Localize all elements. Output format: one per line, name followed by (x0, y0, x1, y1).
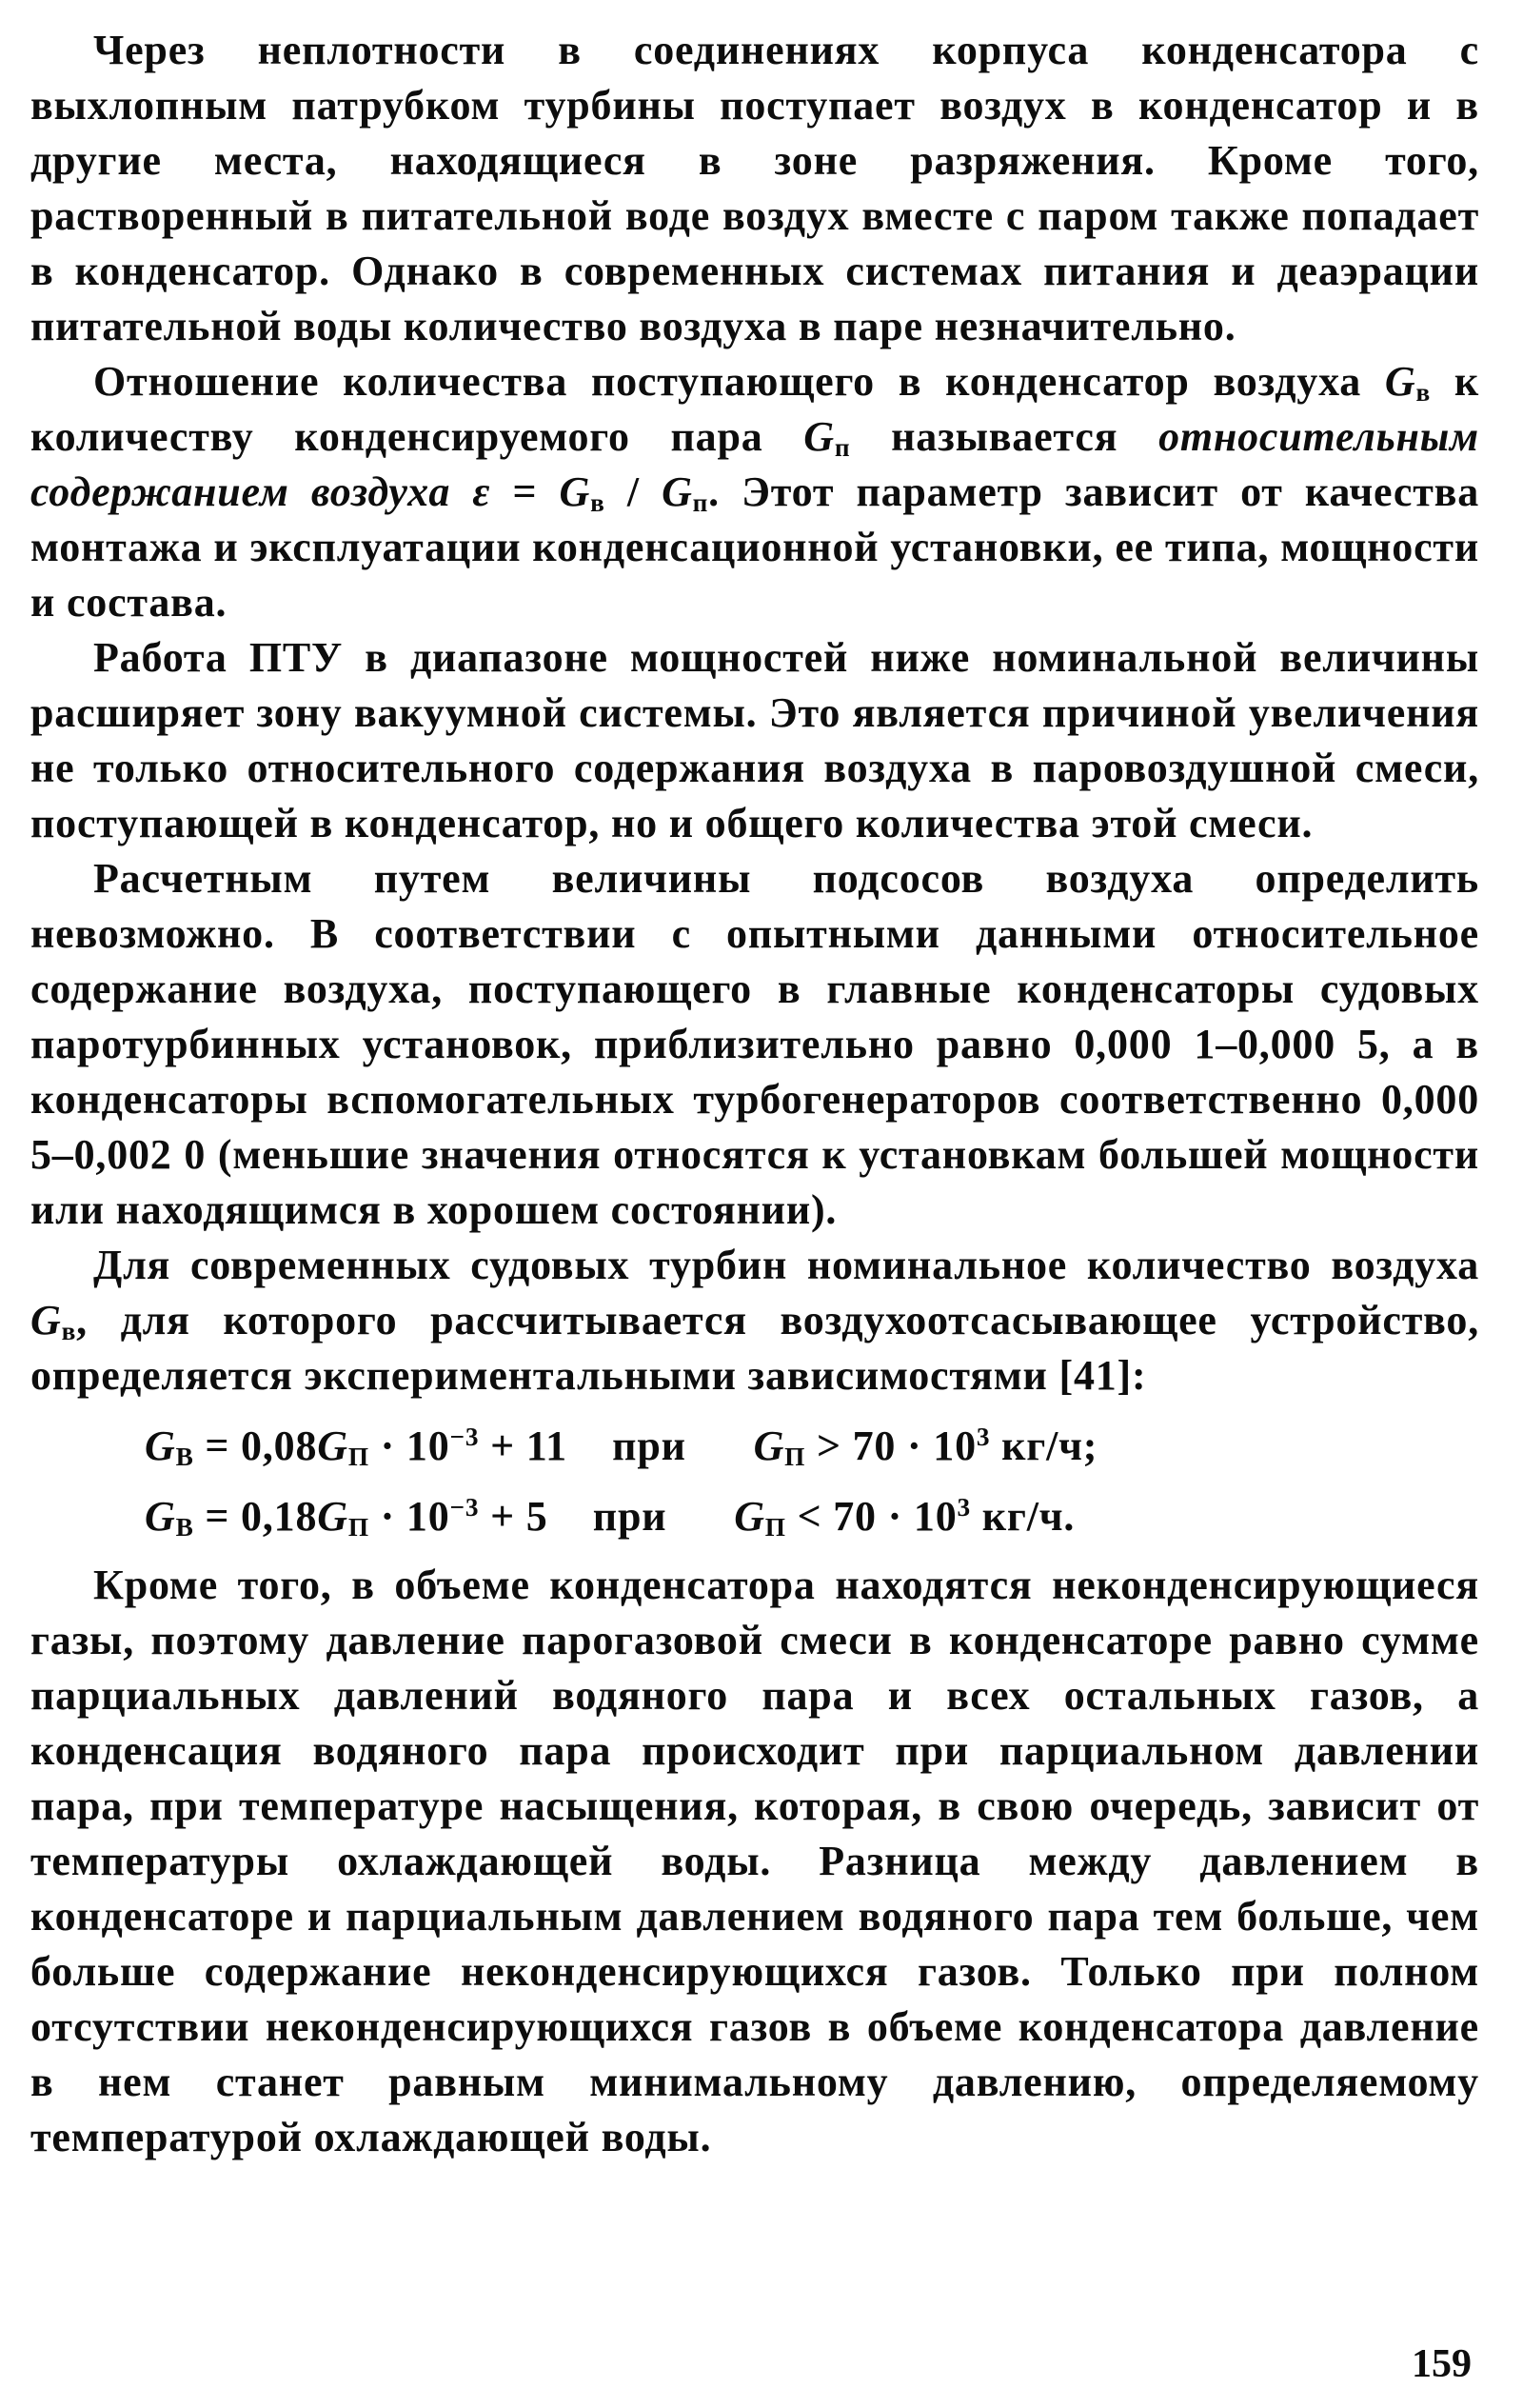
text-run: в (590, 488, 605, 517)
text-run: G (145, 1423, 176, 1469)
text-run: 3 (976, 1423, 991, 1451)
text-run: 3 (957, 1493, 971, 1522)
text-run: G (734, 1493, 765, 1540)
text-run: = 0,08 (193, 1423, 318, 1469)
text-run: −3 (449, 1423, 480, 1451)
text-run: Для современных судовых турбин номинальное количество воздуха (93, 1242, 1479, 1288)
text-run: · 10 (368, 1423, 450, 1469)
text-run: В (175, 1443, 194, 1471)
text-run: называется (850, 413, 1159, 460)
text-run: П (764, 1513, 786, 1542)
text-run: G (559, 468, 591, 515)
text-run: G (30, 1297, 62, 1343)
paragraph-noncondensable-gases (30, 1558, 1479, 2165)
text-run: при (547, 1493, 735, 1540)
text-run: > 70 · 10 (805, 1423, 977, 1469)
text-run: к количеству конденсируемого пара (30, 358, 1479, 460)
text-run: Отношение количества поступающего в конденсатор воздуха (93, 358, 1385, 405)
text-run: при (566, 1423, 754, 1469)
paragraph-ptu-operation (30, 630, 1479, 851)
text-run: = (490, 468, 560, 515)
text-run: G (803, 413, 835, 460)
text-run: . Этот параметр зависит от качества монтажа и эксплуатации конденсационной установки, ее типа, мощности и состава. (30, 468, 1480, 626)
text-run: G (317, 1423, 348, 1469)
page-number: 159 (1412, 2342, 1472, 2386)
text-run: G (317, 1493, 348, 1540)
text-run: П (347, 1513, 369, 1542)
text-run: кг/ч. (970, 1493, 1076, 1540)
text-run: Расчетным путем величины подсосов воздуха определить невозможно. В соответствии с опытными данными относительное содержание воздуха, поступающего в главные конденсаторы судовых паротурбинных установок, приблизительно равно 0,000 1–0,000 5, а в конденсаторы вспомогательных турбогенераторов соответственно 0,000 5–0,002 0 (меньшие значения относятся к установкам большей мощности или находящимся в хорошем состоянии). (30, 855, 1479, 1233)
text-run: кг/ч; (990, 1423, 1098, 1469)
text-run: в (61, 1317, 77, 1345)
text-run: G (145, 1493, 176, 1540)
text-run: −3 (449, 1493, 480, 1522)
text-run: относительным содержанием воздуха (30, 413, 1479, 515)
text-run: + 11 (479, 1423, 567, 1469)
text-run: / (604, 468, 663, 515)
text-run: Кроме того, в объеме конденсатора находятся неконденсирующиеся газы, поэтому давление парогазовой смеси в конденсаторе равно сумме парциальных давлений водяного пара и всех остальных газов, а конденсация водяного пара происходит при парциальном давлении пара, при температуре насыщения, которая, в свою очередь, зависит от температуры охлаждающей воды. Разница между давлением в конденсаторе и парциальным давлением водяного пара тем больше, чем больше содержание неконденсирующихся газов. Только при полном отсутствии неконденсирующихся газов в объеме конденсатора давление в нем станет равным минимальному давлению, определяемому температурой охлаждающей воды. (30, 1562, 1479, 2160)
text-run: Через неплотности в соединениях корпуса конденсатора с выхлопным патрубком турбины поступает воздух в конденсатор и в другие места, находящиеся в зоне разряжения. Кроме того, растворенный в питательной воде воздух вместе с паром также попадает в конденсатор. Однако в современных системах питания и деаэрации питательной воды количество воздуха в паре незначительно. (30, 27, 1479, 349)
text-run: < 70 · 10 (785, 1493, 958, 1540)
text-run: В (175, 1513, 194, 1542)
text-run: = 0,18 (193, 1493, 318, 1540)
text-run: П (347, 1443, 369, 1471)
text-run: в (1415, 378, 1432, 407)
text-run: п (834, 433, 851, 462)
formula-gv-008 (145, 1419, 1479, 1474)
paragraph-nominal-air-amount (30, 1238, 1479, 1403)
text-run: G (1384, 358, 1416, 405)
paragraph-relative-air-content (30, 354, 1479, 630)
text-run: , для которого рассчитывается воздухоотсасывающее устройство, определяется экспериментальными зависимостями [41]: (30, 1297, 1479, 1399)
text-run: + 5 (479, 1493, 548, 1540)
text-run: П (784, 1443, 806, 1471)
paragraph-experimental-data (30, 851, 1479, 1238)
text-run: · 10 (368, 1493, 450, 1540)
text-run: Работа ПТУ в диапазоне мощностей ниже номинальной величины расширяет зону вакуумной системы. Это является причиной увеличения не только относительного содержания воздуха в паровоздушной смеси, поступающей в конденсатор, но и общего количества этой смеси. (30, 634, 1479, 846)
formula-gv-018 (145, 1489, 1479, 1544)
paragraph-air-leakage (30, 23, 1479, 354)
text-run: G (662, 468, 693, 515)
text-run: ε (472, 468, 491, 515)
text-run: G (753, 1423, 785, 1469)
text-run: п (692, 488, 709, 517)
